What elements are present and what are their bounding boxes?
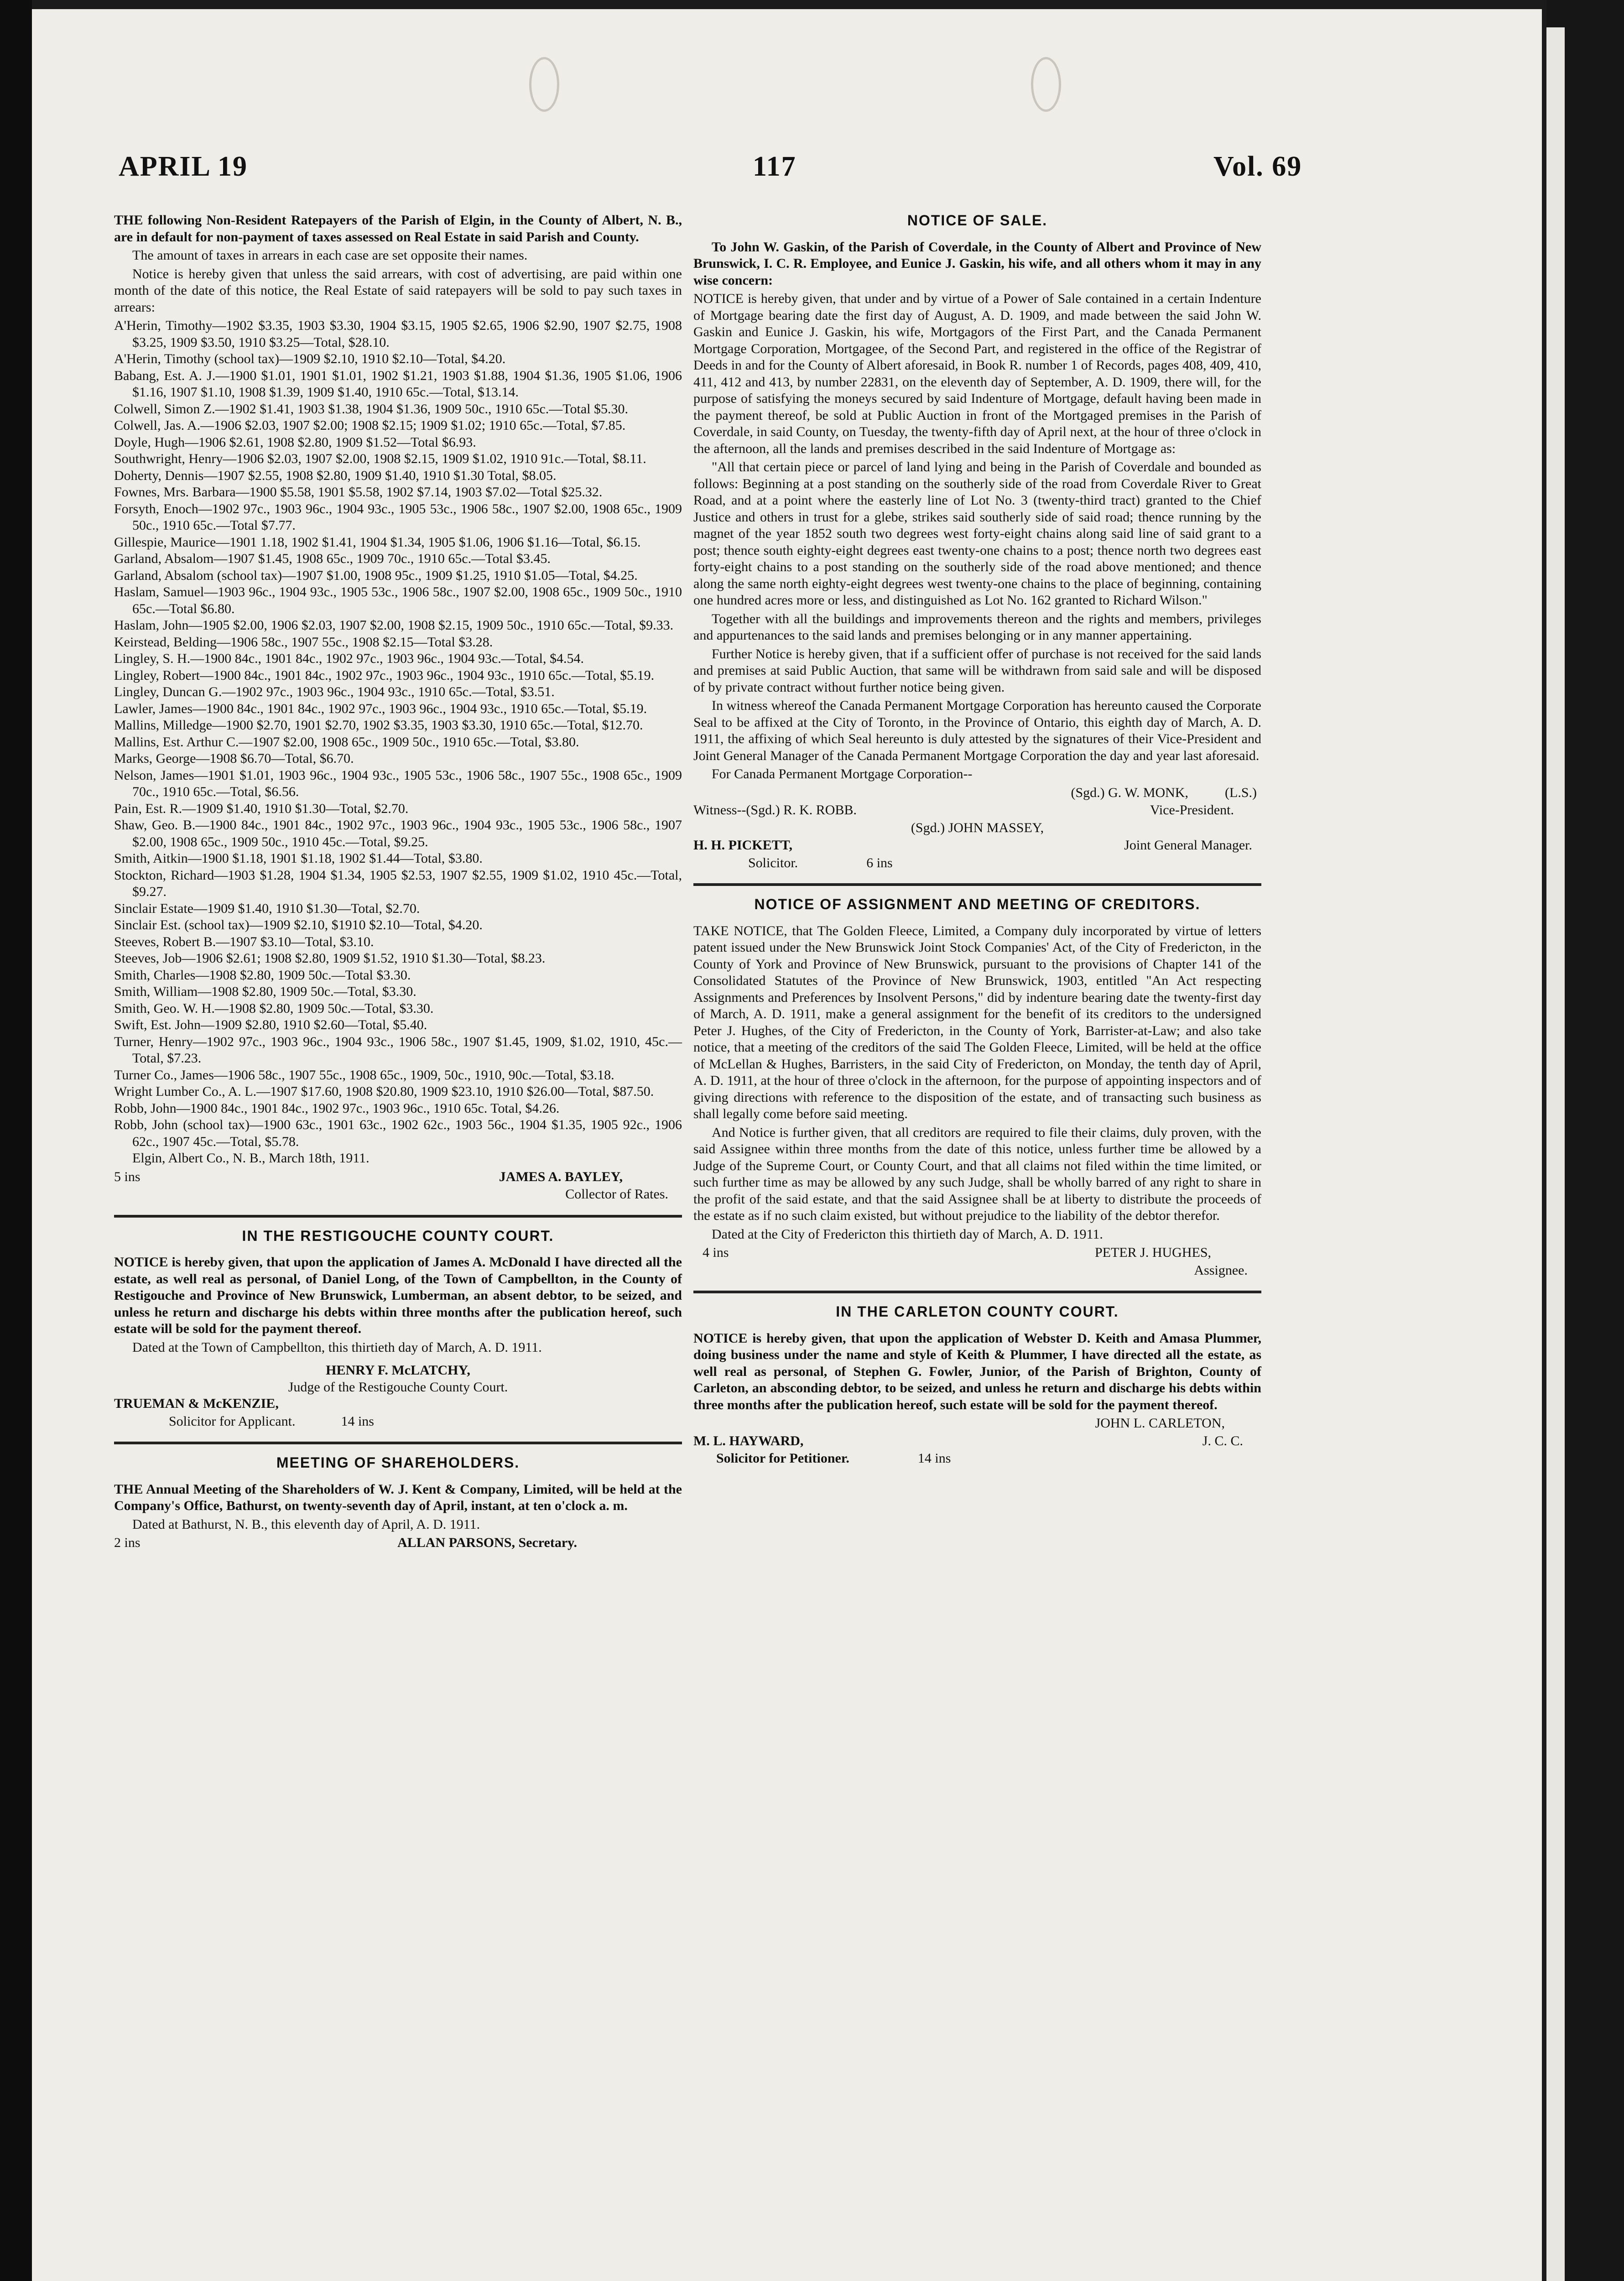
tax-entry: Wright Lumber Co., A. L.—1907 $17.60, 1908 $20.80, 1909 $23.10, 1910 $26.00—Total, $87.50. [114,1084,654,1099]
tax-entry: Swift, Est. John—1909 $2.80, 1910 $2.60—Total, $5.40. [114,1017,427,1032]
section-divider [693,1291,1261,1293]
signer-title: Assignee. [1194,1262,1248,1278]
tax-entry: Pain, Est. R.—1909 $1.40, 1910 $1.30—Total, $2.70. [114,801,409,816]
ins-count: 2 ins [114,1535,141,1550]
tax-entry: Colwell, Jas. A.—1906 $2.03, 1907 $2.00; 1908 $2.15; 1909 $1.02; 1910 65c.—Total, $7.85. [114,418,626,433]
tax-entry: Marks, George—1908 $6.70—Total, $6.70. [114,751,354,766]
tax-entry: Garland, Absalom—1907 $1.45, 1908 65c., 1909 70c., 1910 65c.—Total $3.45. [114,551,551,566]
tax-entry: Steeves, Robert B.—1907 $3.10—Total, $3.10. [114,934,374,949]
tax-entry: Gillespie, Maurice—1901 1.18, 1902 $1.41, 1904 $1.34, 1905 $1.06, 1906 $1.16—Total, $6.15. [114,534,641,550]
solicitor-name: TRUEMAN & McKENZIE, [114,1396,279,1411]
scan-border-right [1546,0,1624,2281]
ins-count: 14 ins [917,1451,951,1466]
tax-entry: Sinclair Est. (school tax)—1909 $2.10, $1910 $2.10—Total, $4.20. [114,917,483,932]
section-heading: NOTICE OF ASSIGNMENT AND MEETING OF CREDITORS. [754,896,1201,912]
tax-entry: Doherty, Dennis—1907 $2.55, 1908 $2.80, 1909 $1.40, 1910 $1.30 Total, $8.05. [114,468,557,483]
tax-entry: Smith, Geo. W. H.—1908 $2.80, 1909 50c.—Total, $3.30. [114,1000,434,1016]
section-divider [114,1442,682,1444]
tax-entry: Turner, Henry—1902 97c., 1903 96c., 1904 93c., 1906 58c., 1907 $1.45, 1909, $1.02, 1910, 45c.—Total, $7.23. [114,1034,682,1066]
solicitor-name: H. H. PICKETT, [693,838,792,853]
assignment-paragraph-1: TAKE NOTICE, that The Golden Fleece, Limited, a Company duly incorporated by virtue of letters patent issued under the New Brunswick Joint Stock Companies' Act, of the City of Fredericton, in the County of York and Province of New Brunswick, pursuant to the provisions of Chapter 141 of the Consolidated Statutes of the Province of New Brunswick, 1903, entitled "An Act respecting Assignments and Preferences by Insolvent Persons," did by indenture bearing date the twenty-first day of March, A. D. 1911, make a general assignment for the benefit of its creditors to the undersigned Peter J. Hughes, of the City of Fredericton, in the County of York, Barrister-at-Law; and also take notice, that a meeting of the creditors of the said The Golden Fleece, Limited, will be held at the office of McLellan & Hughes, Barristers, in the said City of Fredericton, on Monday, the tenth day of April, A. D. 1911, at the hour of three o'clock in the afternoon, for the purpose of appointing inspectors and of giving directions with reference to the disposition of the estate, and of transacting such business as shall legally come before said meeting. [693,923,1261,1121]
ins-count: 5 ins [114,1169,141,1184]
tax-entry: A'Herin, Timothy (school tax)—1909 $2.10, 1910 $2.10—Total, $4.20. [114,351,506,366]
tax-entry: Doyle, Hugh—1906 $2.61, 1908 $2.80, 1909 $1.52—Total $6.93. [114,434,476,450]
tax-entry: Smith, Aitkin—1900 $1.18, 1901 $1.18, 1902 $1.44—Total, $3.80. [114,851,483,866]
tax-entry: Robb, John (school tax)—1900 63c., 1901 63c., 1902 62c., 1903 56c., 1904 $1.35, 1905 92c., 1906 62c., 1907 45c.—Total, $5.78. [114,1117,682,1149]
tax-entry: Babang, Est. A. J.—1900 $1.01, 1901 $1.01, 1902 $1.21, 1903 $1.88, 1904 $1.36, 1905 $1.06, 1906 $1.16, 1907 $1.10, 1908 $1.39, 1909 $1.40, 1910 65c.—Total, $13.14. [114,368,682,400]
notice-body: THE Annual Meeting of the Shareholders of W. J. Kent & Company, Limited, will be held at the Company's Office, Bathurst, on twenty-seventh day of April, instant, at ten o'clock a. m. [114,1481,682,1513]
tax-entry: Lingley, Duncan G.—1902 97c., 1903 96c., 1904 93c., 1910 65c.—Total, $3.51. [114,684,555,699]
tax-entry: Turner Co., James—1906 58c., 1907 55c., 1908 65c., 1909, 50c., 1910, 90c.—Total, $3.18. [114,1067,614,1083]
assignment-paragraph-2: And Notice is further given, that all creditors are required to file their claims, duly proven, with the said Assignee within three months from the date of this notice, unless further time be allowed by a Judge of the Supreme Court, or County Court, and that all claims not filed within the time limited, or such further time as may be allowed by any such Judge, shall be wholly barred of any right to share in the profit of the said estate, and that the said Assignee shall be at liberty to distribute the proceeds of the estate as if no such claim existed, but without prejudice to the liability of the debtor therefor. [693,1125,1261,1223]
tax-entry: Mallins, Milledge—1900 $2.70, 1901 $2.70, 1902 $3.35, 1903 $3.30, 1910 65c.—Total, $12.70. [114,718,643,733]
volume-number: Vol. 69 [1213,151,1302,182]
signer-title: Joint General Manager. [1124,838,1252,853]
solicitor-title: Solicitor for Petitioner. [716,1451,849,1466]
witness-line: Witness--(Sgd.) R. K. ROBB. [693,802,857,818]
signature-line: (Sgd.) JOHN MASSEY, [911,820,1044,835]
section-divider [114,1215,682,1218]
tax-amount-note: The amount of taxes in arrears in each case are set opposite their names. [132,248,528,263]
signer-title: Vice-President. [1150,802,1234,818]
punch-hole [1031,57,1061,112]
solicitor-name: M. L. HAYWARD, [693,1433,804,1448]
tax-intro: THE following Non-Resident Ratepayers of the Parish of Elgin, in the County of Albert, N. B., are in default for non-payment of taxes assessed on Real Estate in said Parish and County. [114,213,682,245]
sale-paragraph-4: Further Notice is hereby given, that if a sufficient offer of purchase is not received for the said lands and premises at said Public Auction, that same will be withdrawn from said sale and will be disposed of by private contract without further notice being given. [693,646,1261,695]
signer-title: J. C. C. [1202,1433,1243,1448]
tax-entry: Lawler, James—1900 84c., 1901 84c., 1902 97c., 1903 96c., 1904 93c., 1910 65c.—Total, $5.19. [114,701,647,716]
punch-hole [529,57,559,112]
tax-entry: Colwell, Simon Z.—1902 $1.41, 1903 $1.38, 1904 $1.36, 1909 50c., 1910 65c.—Total $5.30. [114,401,629,417]
tax-entry: Sinclair Estate—1909 $1.40, 1910 $1.30—Total, $2.70. [114,901,420,916]
notice-dated: Dated at the Town of Campbellton, this thirtieth day of March, A. D. 1911. [132,1339,542,1355]
solicitor-title: Solicitor for Applicant. [169,1413,296,1429]
tax-notice [114,212,682,1203]
section-divider [693,883,1261,886]
signer-title: Collector of Rates. [565,1187,668,1202]
sale-paragraph-3: Together with all the buildings and improvements thereon and the rights and members, privileges and appurtenances to the said lands and premises belonging or in any manner appertaining. [693,611,1261,643]
tax-entries-list [114,318,682,1150]
section-heading: IN THE CARLETON COUNTY COURT. [836,1303,1119,1320]
notice-body: NOTICE is hereby given, that upon the application of James A. McDonald I have directed all the estate, as well real as personal, of Daniel Long, of the Town of Campbellton, in the County of Restigouche and Province of New Brunswick, Lumberman, an absent debtor, to be seized, and unless he return and discharge his debts within three months after the publication hereof, such estate will be sold for the payment thereof. [114,1255,682,1336]
signer-name: PETER J. HUGHES, [1094,1245,1211,1260]
sale-address: To John W. Gaskin, of the Parish of Coverdale, in the County of Albert and Province of New Brunswick, I. C. R. Employee, and Eunice J. Gaskin, his wife, and all others whom it may in any wise concern: [693,239,1261,288]
tax-dateline: Elgin, Albert Co., N. B., March 18th, 1911. [132,1151,370,1166]
signer-name: JOHN L. CARLETON, [1095,1416,1225,1431]
notice-of-sale [693,212,1261,871]
tax-entry: Smith, Charles—1908 $2.80, 1909 50c.—Total $3.30. [114,967,411,983]
tax-entry: Haslam, John—1905 $2.00, 1906 $2.03, 1907 $2.00, 1908 $2.15, 1909 50c., 1910 65c.—Total, $9.33. [114,618,674,633]
tax-entry: Nelson, James—1901 $1.01, 1903 96c., 1904 93c., 1905 53c., 1906 58c., 1907 55c., 1908 65c., 1909 70c., 1910 65c.—Total, $6.56. [114,767,682,799]
tax-entry: Lingley, S. H.—1900 84c., 1901 84c., 1902 97c., 1903 96c., 1904 93c.—Total, $4.54. [114,651,584,666]
ins-count: 4 ins [703,1245,729,1260]
notice-dated: Dated at the City of Fredericton this thirtieth day of March, A. D. 1911. [712,1226,1103,1242]
restigouche-notice [114,1228,682,1430]
tax-entry: Smith, William—1908 $2.80, 1909 50c.—Total, $3.30. [114,984,416,999]
tax-entry: Garland, Absalom (school tax)—1907 $1.00, 1908 95c., 1909 $1.25, 1910 $1.05—Total, $4.25. [114,568,638,583]
tax-entry: Stockton, Richard—1903 $1.28, 1904 $1.34, 1905 $2.53, 1907 $2.55, 1909 $1.02, 1910 45c.—Total, $9.27. [114,867,682,899]
page-number: 117 [753,151,796,182]
left-column [114,212,682,1552]
page-header [119,151,1305,192]
solicitor-title: Solicitor. [748,855,798,870]
section-heading: MEETING OF SHAREHOLDERS. [276,1454,520,1471]
tax-entry: Forsyth, Enoch—1902 97c., 1903 96c., 1904 93c., 1905 53c., 1906 58c., 1907 $2.00, 1908 65c., 1909 50c., 1910 65c.—Total $7.77. [114,501,682,533]
ins-count: 14 ins [341,1413,374,1429]
notice-body: NOTICE is hereby given, that upon the application of Webster D. Keith and Amasa Plummer, doing business under the name and style of Keith & Plummer, I have directed all the estate, as well real as personal, of Stephen G. Fowler, Junior, of the Parish of Brighton, County of Carleton, an absconding debtor, to be seized, and unless he return and discharge his debts within three months after the publication hereof, such estate will be sold for the payment thereof. [693,1330,1261,1412]
notice-dated: Dated at Bathurst, N. B., this eleventh day of April, A. D. 1911. [132,1516,480,1532]
signer-name: ALLAN PARSONS, Secretary. [397,1535,577,1550]
carleton-notice [693,1303,1261,1467]
right-column [693,212,1261,1468]
sale-paragraph-1: NOTICE is hereby given, that under and by virtue of a Power of Sale contained in a certain Indenture of Mortgage bearing date the first day of August, A. D. 1909, and made between the said John W. Gaskin and Eunice J. Gaskin, his wife, Mortgagors of the First Part, and the Canada Permanent Mortgage Corporation, Mortgagee, of the Second Part, and registered in the office of the Registrar of Deeds in and for the County of Albert aforesaid, in Book R. number 1 of Records, pages 408, 409, 410, 411, 412 and 413, by number 22831, on the eleventh day of September, A. D. 1909, there will, for the purpose of satisfying the moneys secured by said Indenture of Mortgage, default having been made in the payment thereof, be sold at Public Auction in front of the Mortgaged premises in the Parish of Coverdale, in said County, on Tuesday, the twenty-fifth day of April next, at the hour of three o'clock in the afternoon, all the lands and premises described in the said Indenture of Mortgage as: [693,291,1261,456]
sale-paragraph-6: For Canada Permanent Mortgage Corporation-- [712,766,973,781]
tax-entry: Fownes, Mrs. Barbara—1900 $5.58, 1901 $5.58, 1902 $7.14, 1903 $7.02—Total $25.32. [114,484,603,500]
tax-entry: Shaw, Geo. B.—1900 84c., 1901 84c., 1902 97c., 1903 96c., 1904 93c., 1905 53c., 1906 58c., 1907 $2.00, 1908 65c., 1909 50c., 1910 45c.—Total, $9.25. [114,818,682,849]
tax-entry: A'Herin, Timothy—1902 $3.35, 1903 $3.30, 1904 $3.15, 1905 $2.65, 1906 $2.90, 1907 $2.75, 1908 $3.25, 1909 $3.50, 1910 $3.25—Total, $28.10. [114,318,682,350]
sale-paragraph-5: In witness whereof the Canada Permanent Mortgage Corporation has hereunto caused the Corporate Seal to be affixed at the City of Toronto, in the Province of Ontario, this eighth day of March, A. D. 1911, the affixing of which Seal hereunto is duly attested by the signatures of their Vice-President and Joint General Manager of the Canada Permanent Mortgage Corporation the day and year last aforesaid. [693,698,1261,763]
signer-name: HENRY F. McLATCHY, [326,1363,470,1378]
scan-border-left [0,0,32,2281]
section-heading: NOTICE OF SALE. [907,212,1048,229]
tax-entry: Southwright, Henry—1906 $2.03, 1907 $2.00, 1908 $2.15, 1909 $1.02, 1910 91c.—Total, $8.11. [114,451,646,466]
signature-line: (Sgd.) G. W. MONK, [1071,785,1188,800]
tax-entry: Mallins, Est. Arthur C.—1907 $2.00, 1908 65c., 1909 50c., 1910 65c.—Total, $3.80. [114,734,579,750]
tax-entry: Keirstead, Belding—1906 58c., 1907 55c., 1908 $2.15—Total $3.28. [114,634,493,650]
shareholders-notice [114,1454,682,1552]
tax-entry: Haslam, Samuel—1903 96c., 1904 93c., 1905 53c., 1906 58c., 1907 $2.00, 1908 65c., 1909 50c., 1910 65c.—Total $6.80. [114,584,682,616]
section-heading: IN THE RESTIGOUCHE COUNTY COURT. [242,1227,554,1244]
assignment-notice [693,896,1261,1279]
sale-paragraph-2: "All that certain piece or parcel of land lying and being in the Parish of Coverdale and bounded as follows: Beginning at a post standing on the southerly side of the road from Coverdale River to Great Road, and at a point where the easterly line of Lot No. 3 (twenty-third tract) granted to the Chief Justice and others in trust for a glebe, strikes said southerly side of said road; thence running by the magnet of the year 1852 south two degrees west forty-eight chains along said line of said grant to a post; thence south eighty-eight degrees east twenty-one chains to a post; thence north two degrees east forty-eight chains to a post standing on the southerly side of the road above mentioned; and thence along the same north eighty-eight degrees west twenty-one chains to the place of beginning, containing one hundred acres more or less, and distinguished as Lot No. 162 granted to Richard Wilson." [693,459,1261,608]
gazette-page [32,9,1542,2281]
header-date: APRIL 19 [119,151,248,182]
tax-entry: Steeves, Job—1906 $2.61; 1908 $2.80, 1909 $1.52, 1910 $1.30—Total, $8.23. [114,951,546,966]
tax-entry: Lingley, Robert—1900 84c., 1901 84c., 1902 97c., 1903 96c., 1904 93c., 1910 65c.—Total, $5.19. [114,667,655,683]
ins-count: 6 ins [866,855,893,870]
seal-mark: (L.S.) [1225,785,1257,800]
signer-name: JAMES A. BAYLEY, [499,1169,623,1184]
tax-entry: Robb, John—1900 84c., 1901 84c., 1902 97c., 1903 96c., 1910 65c. Total, $4.26. [114,1100,560,1116]
signer-title: Judge of the Restigouche County Court. [288,1379,508,1395]
tax-notice-text: Notice is hereby given that unless the said arrears, with cost of advertising, are paid within one month of the date of this notice, the Real Estate of said ratepayers will be sold to pay such taxes in arrears: [114,266,682,315]
